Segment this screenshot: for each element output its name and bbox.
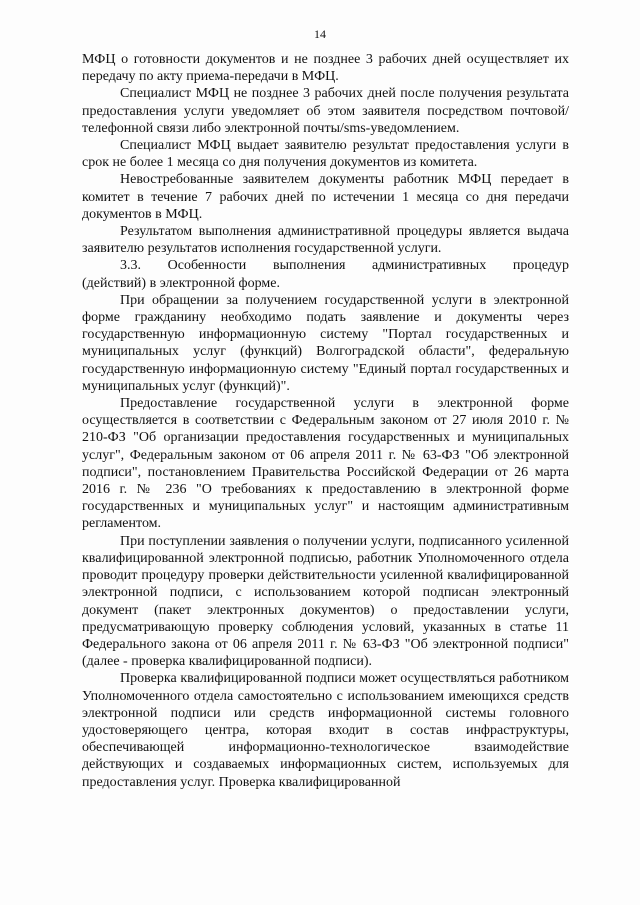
paragraph-mfc-readiness: МФЦ о готовности документов и не позднее 3 рабочих дней осуществляет их передачу по акту приема-передачи в МФЦ. xyxy=(82,52,569,85)
paragraph-signature-verification: При поступлении заявления о получении услуги, подписанного усиленной квалифицированной электронной подписью, работник Уполномоченного отдела проводит процедуру проверки действительности усиленной квалифицированной электронной подписи, с использованием которой подписан электронный документ (пакет электронных документов) о предоставлении услуги, предусматривающую проверку соблюдения условий, указанных в статье 11 Федерального закона от 06 апреля 2011 г. № 63-ФЗ "Об электронной подписи" (далее - проверка квалифицированной подписи). xyxy=(82,533,569,670)
paragraph-specialist-notification: Специалист МФЦ не позднее 3 рабочих дней после получения результата предоставления услуги уведомляет об этом заявителя посредством почтовой/телефонной связи либо электронной почты/sms-уведомлением. xyxy=(82,86,569,136)
paragraph-electronic-application: При обращении за получением государственной услуги в электронной форме гражданину необходимо подать заявление и документы через государственную информационную систему "Портал государственных и муниципальных услуг (функций) Волгоградской области", федеральную государственную информационную систему "Единый портал государственных и муниципальных услуг (функций)". xyxy=(82,292,569,394)
paragraph-specialist-issues-result: Специалист МФЦ выдает заявителю результат предоставления услуги в срок не более 1 месяца со дня получения документов из комитета. xyxy=(82,138,569,171)
page-number: 14 xyxy=(314,27,326,41)
paragraph-procedure-result: Результатом выполнения административной процедуры является выдача заявителю результатов исполнения государственной услуги. xyxy=(82,224,569,257)
paragraph-verification-methods: Проверка квалифицированной подписи может осуществляться работником Уполномоченного отдела самостоятельно с использованием имеющихся средств электронной подписи или средств информационной системы головного удостоверяющего центра, которая входит в состав инфраструктуры, обеспечивающей информационно-технологическое взаимодействие действующих и создаваемых информационных систем, используемых для предоставления услуг. Проверка квалифицированной xyxy=(82,671,569,790)
section-heading-3-3: 3.3. Особенности выполнения административных процедур (действий) в электронной форме. xyxy=(82,258,573,291)
document-body xyxy=(82,51,573,791)
paragraph-legal-basis: Предоставление государственной услуги в электронной форме осуществляется в соответствии с Федеральным законом от 27 июля 2010 г. № 210-ФЗ "Об организации предоставления государственных и муниципальных услуг", Федеральным законом от 06 апреля 2011 г. № 63-ФЗ "Об электронной подписи", постановлением Правительства Российской Федерации от 26 марта 2016 г. № 236 "О требованиях к предоставлению в электронной форме государственных и муниципальных услуг" и настоящим административным регламентом. xyxy=(82,396,569,532)
paragraph-unclaimed-documents: Невостребованные заявителем документы работник МФЦ передает в комитет в течение 7 рабочих дней по истечении 1 месяца со дня передачи документов в МФЦ. xyxy=(82,172,569,222)
